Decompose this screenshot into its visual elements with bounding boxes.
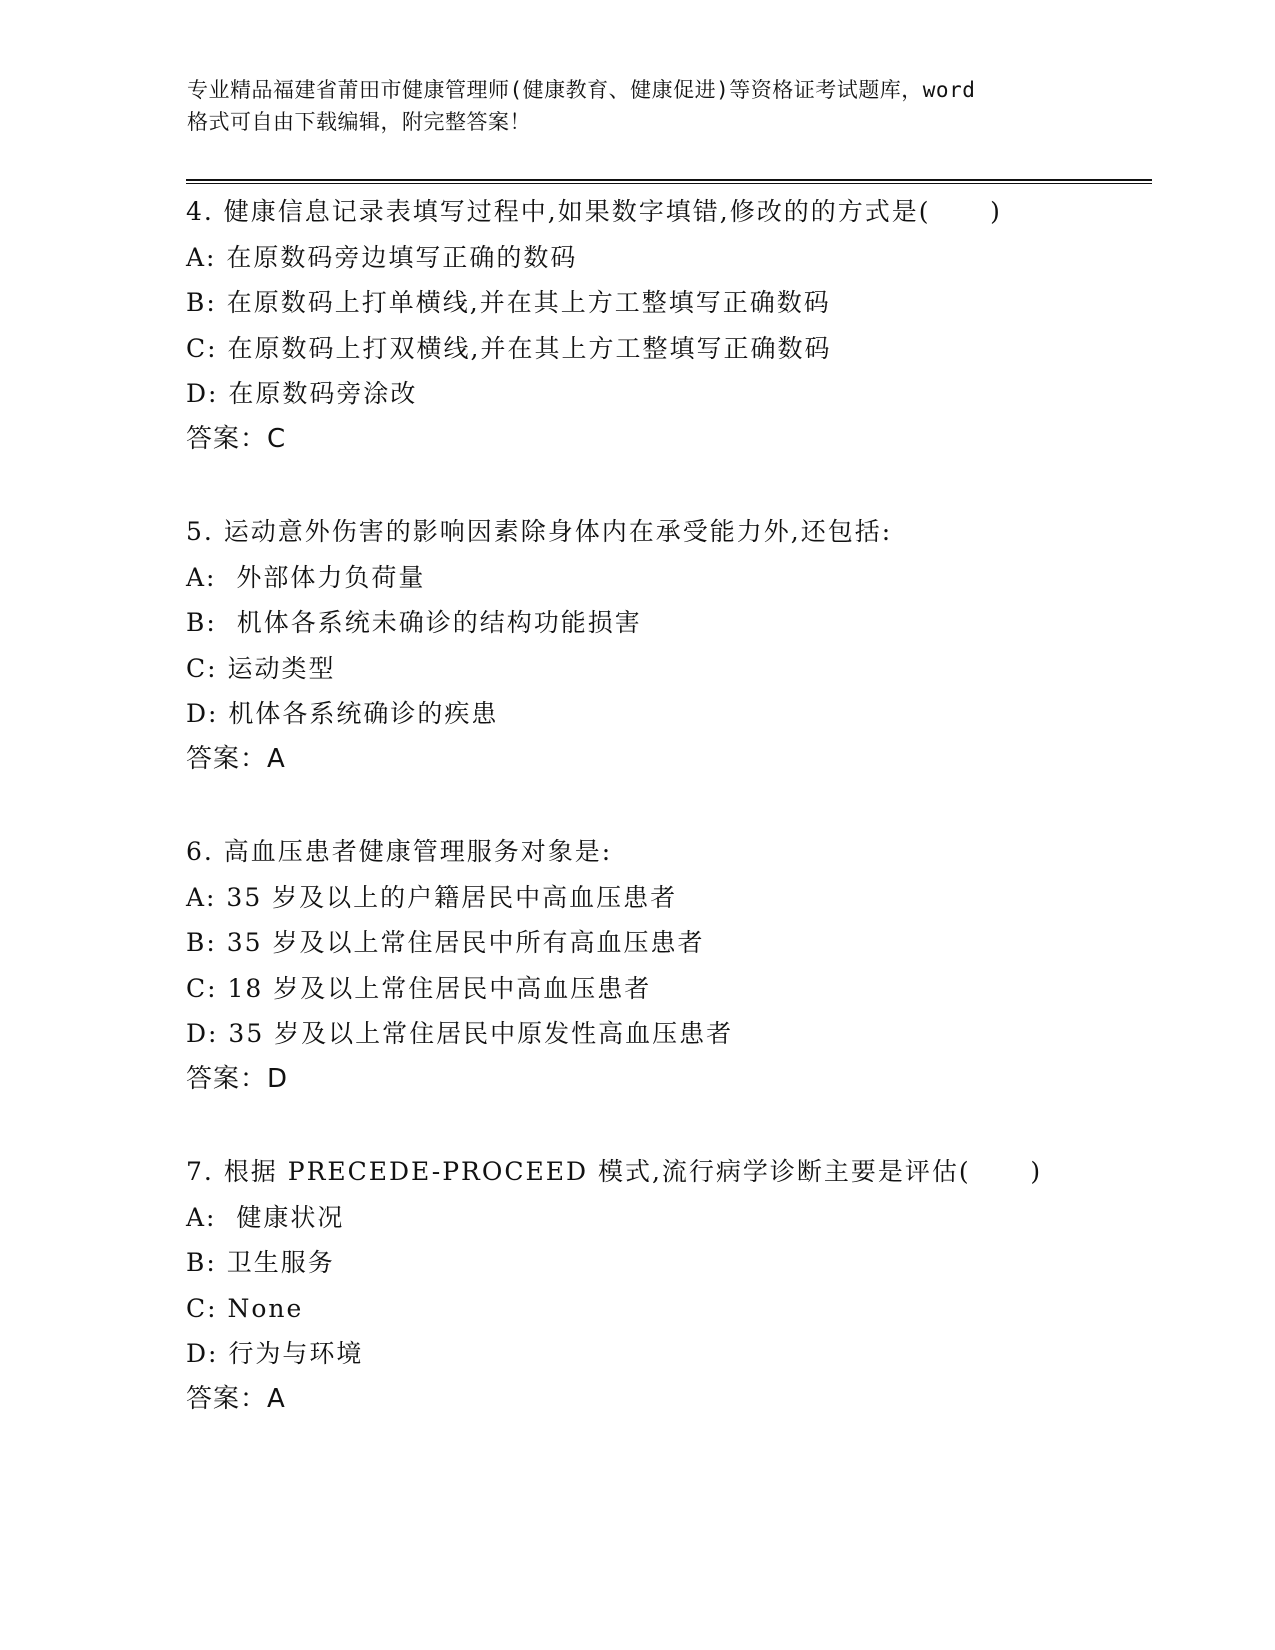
question-7	[186, 1149, 1146, 1422]
answer-label: 答案：A	[186, 743, 286, 774]
header-line-2: 格式可自由下载编辑，附完整答案！	[187, 110, 531, 134]
question-stem: 5. 运动意外伤害的影响因素除身体内在承受能力外,还包括:	[186, 517, 893, 546]
option-c: C: 运动类型	[186, 653, 336, 683]
answer-label: 答案：A	[186, 1383, 286, 1414]
answer-label: 答案：C	[186, 423, 287, 454]
option-d: D: 行为与环境	[186, 1339, 364, 1368]
option-d: D: 35 岁及以上常住居民中原发性高血压患者	[186, 1019, 734, 1048]
option-c: C: 18 岁及以上常住居民中高血压患者	[186, 973, 652, 1003]
answer-label: 答案：D	[186, 1063, 289, 1094]
question-stem: 4. 健康信息记录表填写过程中,如果数字填错,修改的的方式是( )	[186, 197, 1002, 226]
option-c: C: 在原数码上打双横线,并在其上方工整填写正确数码	[186, 333, 832, 363]
option-b: B: 卫生服务	[186, 1248, 335, 1277]
option-b: B: 35 岁及以上常住居民中所有高血压患者	[186, 928, 705, 957]
option-a: A: 健康状况	[186, 1202, 345, 1232]
header-divider-thin	[186, 183, 1152, 184]
document-header	[187, 74, 1087, 138]
question-list	[186, 189, 1146, 1422]
option-a: A: 在原数码旁边填写正确的数码	[186, 242, 578, 272]
option-b: B: 机体各系统未确诊的结构功能损害	[186, 608, 642, 637]
option-d: D: 在原数码旁涂改	[186, 379, 418, 408]
question-stem: 6. 高血压患者健康管理服务对象是:	[186, 837, 613, 866]
question-6	[186, 829, 1146, 1102]
question-4	[186, 189, 1146, 462]
option-b: B: 在原数码上打单横线,并在其上方工整填写正确数码	[186, 288, 831, 317]
option-a: A: 外部体力负荷量	[186, 562, 426, 592]
option-a: A: 35 岁及以上的户籍居民中高血压患者	[186, 882, 678, 912]
question-stem: 7. 根据 PRECEDE-PROCEED 模式,流行病学诊断主要是评估( )	[186, 1157, 1043, 1186]
option-c: C: None	[186, 1293, 304, 1323]
header-line-1: 专业精品福建省莆田市健康管理师(健康教育、健康促进)等资格证考试题库，word	[187, 78, 976, 102]
header-divider	[186, 179, 1152, 181]
option-d: D: 机体各系统确诊的疾患	[186, 699, 499, 728]
question-5	[186, 509, 1146, 782]
